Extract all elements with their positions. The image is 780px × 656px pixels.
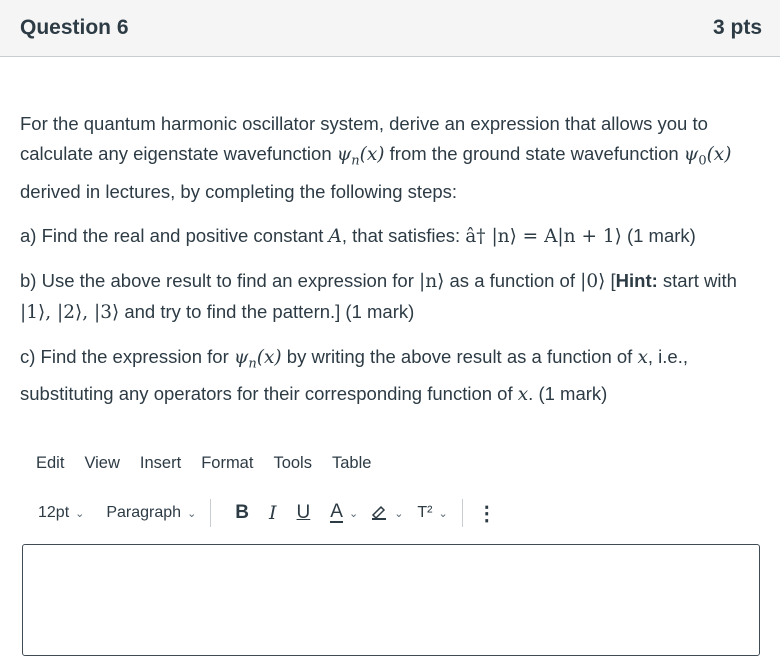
hint-label: Hint:	[615, 269, 658, 291]
question-header	[0, 0, 780, 57]
chevron-down-icon: ⌄	[187, 507, 197, 520]
font-size-select[interactable]: 12pt ⌄	[38, 504, 85, 521]
chevron-down-icon: ⌄	[75, 507, 85, 520]
question-points: 3 pts	[712, 16, 762, 39]
toolbar-divider	[462, 499, 463, 527]
equation-a: â† |n⟩ = A|n + 1⟩	[465, 225, 622, 247]
chevron-down-icon: ⌄	[394, 507, 404, 520]
step-c: c) Find the expression for $\psi_n(x)$ by writing the above result as a function of x, i.e., substituting any operators for their corresponding function of x. (1 mark)	[20, 345, 688, 406]
question-title: Question 6	[20, 16, 129, 39]
underline-button[interactable]: U	[296, 502, 311, 523]
bold-button[interactable]: B	[235, 502, 250, 523]
step-a: a) Find the real and positive constant A, that satisfies: â† |n⟩ = A|n + 1⟩ (1 mark)	[20, 224, 696, 247]
menu-insert[interactable]: Insert	[139, 454, 182, 472]
text-color-button[interactable]	[320, 503, 358, 523]
editor-menubar	[36, 454, 371, 473]
more-options-icon[interactable]: ⋮	[476, 502, 497, 525]
text-color-icon: A	[330, 501, 343, 522]
block-format-select[interactable]: Paragraph ⌄	[106, 504, 197, 521]
editor-toolbar	[38, 500, 497, 526]
question-intro: For the quantum harmonic oscillator system, derive an expression that allows you to calculate any eigenstate wavefunction $\psi_n(x)$ from the ground state wavefunction $\psi_0(x)$ derived in lectures, by completing the following steps:	[20, 113, 732, 202]
highlighter-icon	[370, 502, 388, 525]
italic-button[interactable]: I	[269, 502, 277, 524]
menu-tools[interactable]: Tools	[273, 454, 312, 472]
menu-view[interactable]: View	[84, 454, 120, 472]
menu-format[interactable]: Format	[201, 454, 254, 472]
step-b: b) Use the above result to find an expression for |n⟩ as a function of |0⟩ [Hint: start with |1⟩, |2⟩, |3⟩ and try to find the pattern.] (1 mark)	[20, 269, 737, 323]
question-body	[0, 57, 780, 410]
chevron-down-icon: ⌄	[348, 507, 359, 520]
highlight-button[interactable]	[370, 502, 403, 525]
chevron-down-icon: ⌄	[438, 507, 448, 520]
menu-edit[interactable]: Edit	[36, 454, 65, 472]
toolbar-divider	[210, 499, 211, 527]
superscript-button[interactable]: T² ⌄	[417, 504, 448, 521]
menu-table[interactable]: Table	[331, 454, 372, 472]
answer-editor[interactable]	[22, 544, 760, 656]
